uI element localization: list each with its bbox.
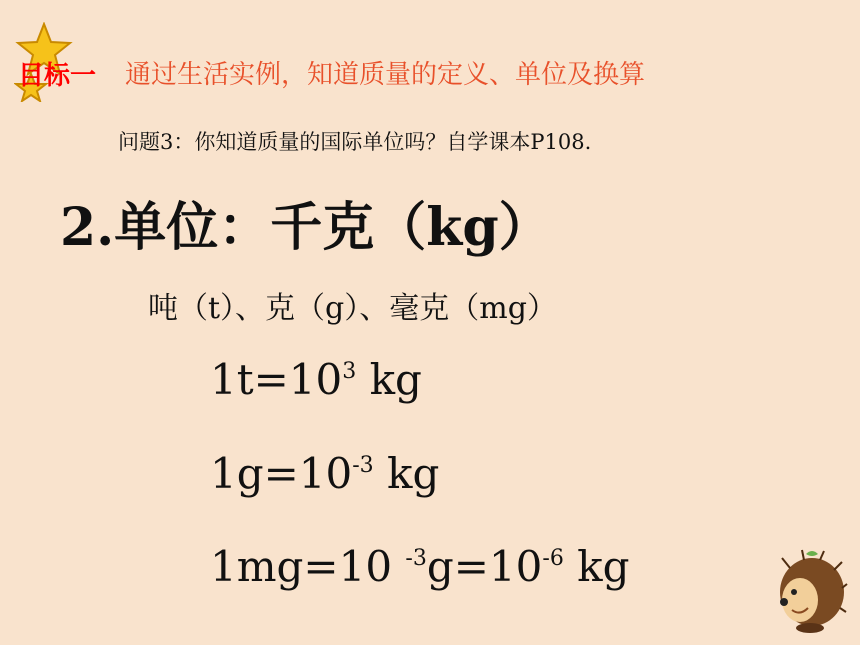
eq2-lhs: 1g=10 [210, 449, 353, 498]
unit-heading: 2.单位：千克（kg） [60, 197, 551, 258]
equation-milligram [210, 542, 630, 591]
eq3-exponent-1: -3 [405, 546, 427, 571]
goal-title: 通过生活实例，知道质量的定义、单位及换算 [125, 60, 646, 90]
equation-gram [210, 449, 439, 498]
hedgehog-icon [770, 548, 848, 634]
eq1-lhs: 1t=10 [210, 355, 343, 404]
eq3-exponent-2: -6 [542, 546, 564, 571]
other-units: 吨（t）、克（g）、毫克（mg） [148, 291, 557, 326]
equation-ton [210, 355, 422, 404]
eq2-rhs: kg [373, 449, 440, 498]
eq2-exponent: -3 [352, 453, 374, 478]
eq1-exponent: 3 [342, 359, 357, 384]
question-text: 问题3：你知道质量的国际单位吗？自学课本P108. [118, 130, 592, 154]
eq3-rhs: kg [563, 542, 630, 591]
eq1-rhs: kg [356, 355, 422, 404]
goal-tag: 目标一 [18, 61, 97, 91]
eq3-mid: g=10 [426, 542, 543, 591]
eq3-lhs: 1mg=10 [210, 542, 406, 591]
